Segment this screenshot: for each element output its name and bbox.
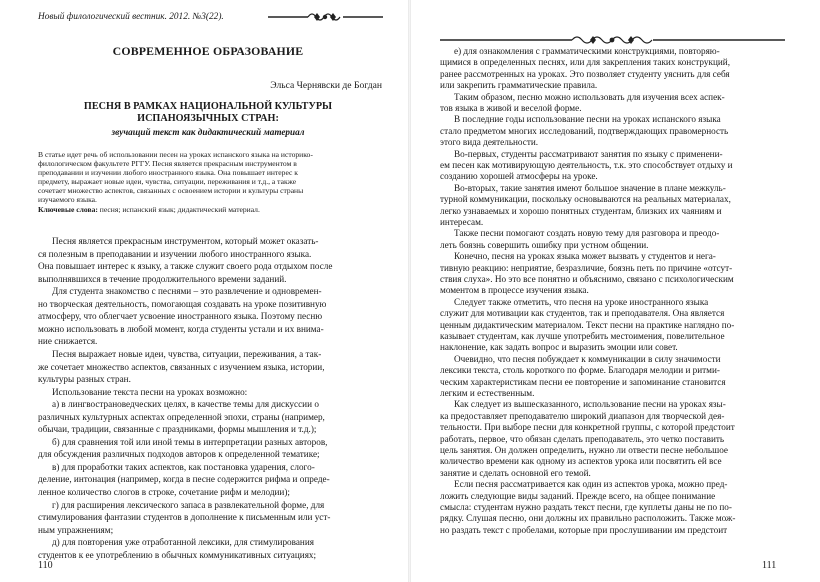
- body-line: тивную реакцию: неприятие, безразличие, боязнь петь по причине «отсут-: [440, 262, 733, 273]
- page-number-right: 111: [762, 560, 777, 571]
- body-line: Очевидно, что песня побуждает к коммуникации в силу значимости: [454, 353, 721, 364]
- body-line: легким и естественным.: [440, 388, 535, 398]
- body-line: тов языка в живой и веселой форме.: [440, 103, 582, 113]
- body-line: можно использовать в любой момент, когда студенты устали и их внима-: [38, 323, 324, 334]
- abstract-line: В статье идет речь об использовании песен на уроках испанского языка на историко-: [38, 150, 313, 159]
- body-line: легко узнаваемых и хорошо понятных студентам, близких их чаяниям и: [440, 205, 722, 216]
- body-line: Во-вторых, такие занятия имеют большое значение в плане межкуль-: [454, 182, 726, 193]
- body-line: же сочетает множество аспектов, связанных с изучением языка, истории,: [38, 361, 325, 372]
- running-header: Новый филологический вестник. 2012. №3(22).: [38, 12, 224, 22]
- body-line: Песня является прекрасным инструментом, который может оказать-: [52, 236, 319, 246]
- body-line: щимися в определенных песнях, или для закрепления таких конструкций,: [440, 57, 731, 68]
- abstract-line: изучаемого языка.: [38, 195, 97, 204]
- body-line: моментом в процессе изучения языка.: [440, 285, 589, 296]
- article-subtitle: звучащий текст как дидактический материал: [111, 127, 305, 137]
- page-number-left: 110: [38, 560, 53, 571]
- body-line: созданию хорошей атмосферы на уроке.: [440, 171, 598, 182]
- body-line: интересам.: [440, 217, 484, 227]
- article-author: Эльса Чернявски де Богдан: [270, 80, 382, 91]
- body-line: стало предметом многих исследований, подтверждающих правомерность: [440, 125, 729, 136]
- body-line: ем песен как мотивирующую деятельность, т.к. это способствует отдыху и: [440, 160, 733, 170]
- body-line: Таким образом, песню можно использовать для изучения всех аспек-: [454, 91, 725, 102]
- body-line: ранее рассмотренных на уроках. Это позволяет студенту уяснить для себя: [440, 68, 730, 79]
- body-line: казывает студентам, как лучше употребить местоимения, повелительное: [440, 331, 725, 341]
- body-line: ся полезным в преподавании и изучении любого иностранного языка.: [38, 248, 312, 259]
- body-line: ка предоставляет преподавателю широкий диапазон для творческой дея-: [440, 410, 725, 421]
- body-line: Для студента знакомство с песнями – это развлечение и одновремен-: [52, 286, 322, 297]
- body-line: в) для проработки таких аспектов, как постановка ударения, слого-: [52, 461, 315, 472]
- right-page: [410, 0, 820, 582]
- body-line: Использование текста песни на уроках возможно:: [52, 386, 248, 397]
- body-line: Следует также отметить, что песня на уроке иностранного языка: [454, 296, 709, 307]
- article-title-line-1: ПЕСНЯ В РАМКАХ НАЦИОНАЛЬНОЙ КУЛЬТУРЫ: [83, 101, 333, 112]
- abstract-line: филологическом факультете РГГУ. Песня является прекрасным инструментом в: [38, 159, 297, 168]
- keywords: [38, 205, 260, 214]
- abstract-line: преподавании и изучении любого иностранного языка. Она повышает интерес к: [38, 168, 298, 177]
- body-line: ным упражнениям;: [38, 524, 114, 535]
- body-line: а) в лингвострановедческих целях, в качестве темы для дискуссии о: [52, 399, 319, 410]
- body-line: турной коммуникации, поскольку основываются на реальных материалах,: [440, 194, 731, 205]
- body-line: ложить следующие виды заданий. Прежде всего, на общее понимание: [440, 490, 716, 501]
- body-line: Она повышает интерес к языку, а также служит своего рода отдыхом после: [38, 261, 333, 272]
- body-line: наклонение, как задать вопрос и выразить эмоции или совет.: [440, 342, 678, 353]
- body-line: атмосферу, что облегчает усвоение иностранного языка. Поэтому песню: [38, 311, 323, 322]
- section-title: СОВРЕМЕННОЕ ОБРАЗОВАНИЕ: [112, 44, 304, 58]
- article-title-line-2: ИСПАНОЯЗЫЧНЫХ СТРАН:: [137, 113, 279, 124]
- body-line: тельности. При выборе песни для конкретной группы, с которой предстоит: [440, 422, 735, 433]
- body-line: студентов к ее употреблению в обычных коммуникативных ситуациях;: [38, 549, 317, 560]
- body-line: различных культурных аспектах определенной эпохи, страны (например,: [38, 411, 325, 422]
- keywords-label: Ключевые слова:: [38, 205, 98, 214]
- body-line: культуры разных стран.: [38, 374, 131, 385]
- body-line: Как следует из вышесказанного, использование песни на уроках язы-: [454, 399, 726, 410]
- body-line: леть боязнь совершить ошибку при устном общении.: [440, 239, 649, 250]
- body-line: ние снижается.: [38, 336, 98, 347]
- body-line: Песня выражает новые идеи, чувства, ситуации, переживания, а так-: [52, 348, 322, 359]
- body-line: но раздать текст с пробелами, которые при прослушивании им предстоит: [440, 524, 728, 535]
- body-line: ценным дидактическим материалом. Текст песни на практике наглядно по-: [440, 319, 735, 330]
- body-line: цель занятия. Он должен определить, нужно ли отвести песне небольшое: [440, 445, 728, 455]
- body-line: Конечно, песня на уроках языка может вызвать у студентов и нега-: [454, 251, 716, 262]
- body-line: В последние годы использование песни на уроках испанского языка: [454, 114, 721, 125]
- body-line: д) для повторения уже отработанной лексики, для стимулирования: [52, 537, 314, 548]
- body-line: но творческая деятельность, помогающая создавать на уроке позитивную: [38, 298, 327, 309]
- keywords-text: песня; испанский язык; дидактический материал.: [97, 205, 260, 214]
- body-line: рядку. Слушая песню, они должны их правильно расположить. Также мож-: [440, 513, 736, 524]
- body-line: деление, интонация (например, когда в песне содержится рифма и опреде-: [38, 474, 330, 485]
- body-line: этого вида деятельности.: [440, 137, 539, 148]
- body-line: или закрепить грамматические правила.: [440, 80, 598, 91]
- body-line: смысла: студентам нужно раздать текст песни, где куплеты даны не по по-: [440, 502, 732, 512]
- body-line: для обсуждения различных подходов авторов к определенной тематике;: [38, 449, 320, 460]
- body-line: работать, первое, что обязан сделать преподаватель, это четко поставить: [440, 433, 725, 444]
- abstract-line: предмету, выражает новые идеи, чувства, ситуации, переживания и т.д., а также: [38, 177, 297, 186]
- body-line: лексики текста, столь короткого по форме. Благодаря мелодии и ритми-: [440, 365, 720, 376]
- body-line: б) для сравнения той или иной темы в интерпретации разных авторов,: [52, 436, 328, 447]
- body-line: ленное количество слогов в строке, сочетание рифм и мелодии);: [38, 487, 290, 497]
- body-line: ствия слуха». Но это все понятно и объяснимо, связано с психологическим: [440, 274, 734, 284]
- body-line: ческим характеристикам песни ее повторение и запоминание становится: [440, 376, 726, 387]
- body-line: Если песня рассматривается как один из аспектов урока, можно пред-: [454, 479, 728, 490]
- body-line: количество времени как одному из аспектов урока или посвятить ей все: [440, 456, 722, 467]
- body-line: Также песни помогают создать новую тему для разговора и преодо-: [454, 228, 720, 239]
- body-line: занятие и сделать основной его темой.: [440, 467, 591, 478]
- body-line: е) для ознакомления с грамматическими конструкциями, повторяю-: [454, 46, 720, 56]
- header-ornament-icon: [440, 34, 785, 46]
- body-line: стимулирования фантазии студентов в дополнение к письменным или уст-: [38, 512, 331, 523]
- body-line: Во-первых, студенты рассматривают занятия по языку с применени-: [454, 148, 723, 159]
- body-line: обычаи, традиции, связанные с праздниками, формы мышления и т.д.);: [38, 424, 317, 435]
- body-line: выполнявшихся в течение продолжительного времени заданий.: [38, 273, 287, 284]
- header-ornament-icon: [268, 10, 383, 24]
- body-line: г) для расширения лексического запаса в развлекательной форме, для: [52, 499, 325, 510]
- abstract-line: сочетает множество аспектов, связанных с освоением истории и культуры страны: [38, 186, 304, 195]
- body-line: служит для мотивации как студентов, так и преподавателя. Она является: [440, 308, 725, 319]
